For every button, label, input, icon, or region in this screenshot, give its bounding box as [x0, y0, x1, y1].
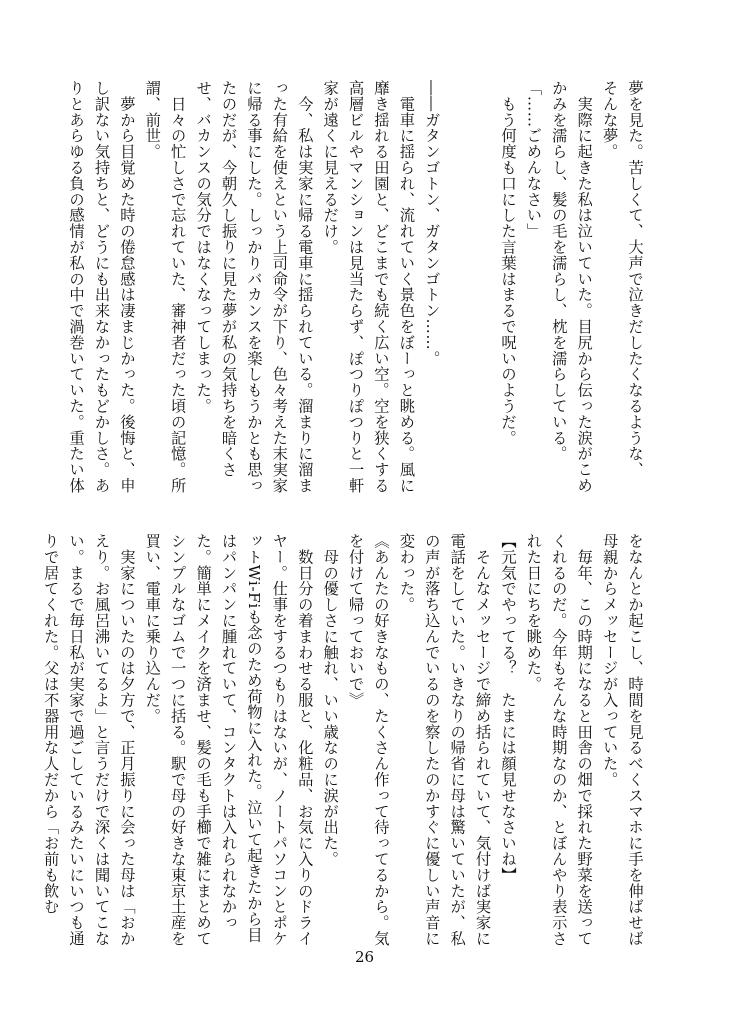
- text-line: い。まるで毎日私が実家で過ごしているみたいにいつも通: [67, 533, 86, 947]
- text-line: 日々の忙しさで忘れていた、審神者だった頃の記憶。所: [168, 80, 187, 494]
- text-line: りで居てくれた。父は不器用な人だから「お前も飲む: [41, 533, 60, 915]
- text-line: 高層ビルやマンションは見当たらず、ぽつりぽつりと一軒: [346, 80, 365, 494]
- text-line: 変わった。: [397, 533, 416, 613]
- text-line: 【元気でやってる？ たまには顔見せなさいね】: [498, 533, 517, 883]
- text-line: 家が遠くに見えるだけ。: [321, 80, 340, 255]
- text-line: シンプルなゴムで一つに括る。駅で母の好きな東京土産を: [168, 533, 187, 947]
- text-line: 母親からメッセージが入っていた。: [600, 533, 619, 788]
- text-line: 電話をしていた。いきなりの帰省に母は驚いていたが、私: [448, 533, 467, 947]
- text-line: りとあらゆる負の感情が私の中で渦巻いていた。重たい体: [67, 80, 86, 494]
- text-line: くれるのだ。今年もそんな時期なのか、とぼんやり表示さ: [549, 533, 568, 947]
- text-line: [444, 80, 469, 500]
- text-line: た。簡単にメイクを済ませ、髪の毛も手櫛で雑にまとめて: [194, 533, 213, 947]
- text-line: 電車に揺られ、流れていく景色をぼーっと眺める。風に: [397, 80, 416, 494]
- text-line: に帰る事にした。しっかりバカンスを楽しもうかとも思っ: [244, 80, 263, 494]
- text-line: 《あんたの好きなもの、たくさん作って待ってるから。気: [371, 533, 390, 947]
- text-line: れた日にちを眺めた。: [524, 533, 543, 692]
- text-line: 数日分の着まわせる服と、化粧品、お気に入りのドライ: [295, 533, 314, 947]
- text-line: の声が落ち込んでいるのを察したのかすぐに優しい声音に: [422, 533, 441, 947]
- text-line: ヤー。仕事をするつもりはないが、ノートパソコンとポケ: [270, 533, 289, 947]
- text-line: そんな夢。: [600, 80, 619, 160]
- text-line: もう何度も口にした言葉はまるで呪いのようだ。: [498, 80, 517, 446]
- text-line: 実家についたのは夕方で、正月振りに会った母は「おか: [117, 533, 136, 947]
- text-line: 買い、電車に乗り込んだ。: [143, 533, 162, 724]
- text-line: [469, 80, 494, 500]
- text-line: 「……ごめんなさい」: [524, 80, 543, 239]
- text-line: かみを濡らし、髪の毛を濡らし、枕を濡らしている。: [549, 80, 568, 462]
- text-line: をなんとか起こし、時間を見るべくスマホに手を伸ばせば: [626, 533, 644, 947]
- text-line: を付けて帰っておいで》: [346, 533, 365, 708]
- text-line: った有給を使えという上司命令が下り、色々考えた末実家: [270, 80, 289, 494]
- text-line: 夢を見た。苦しくて、大声で泣きだしたくなるような、: [626, 80, 644, 478]
- text-block-bottom: [37, 533, 647, 953]
- page-number: 26: [354, 948, 375, 966]
- text-line: 靡き揺れる田園と、どこまでも続く広い空。空を狭くする: [371, 80, 390, 494]
- text-line: 夢から目覚めた時の倦怠感は凄まじかった。後悔と、申: [117, 80, 136, 494]
- text-line: 今、私は実家に帰る電車に揺られている。溜まりに溜ま: [295, 80, 314, 494]
- text-line: ――ガタンゴトン、ガタンゴトン……。: [422, 80, 441, 367]
- text-line: 毎年、この時期になると田舎の畑で採れた野菜を送って: [575, 533, 594, 947]
- text-block-top: [63, 80, 647, 500]
- text-line: 謂、前世。: [143, 80, 162, 160]
- text-line: ットWi-Fiも念のため荷物に入れた。泣いて起きたから目: [244, 533, 263, 943]
- text-line: せ、バカンスの気分ではなくなってしまった。: [194, 80, 213, 414]
- text-line: 実際に起きた私は泣いていた。目尻から伝った涙がこめ: [575, 80, 594, 494]
- text-line: はパンパンに腫れていて、コンタクトは入れられなかっ: [219, 533, 238, 931]
- text-line: えり。お風呂沸いてるよ」と言うだけで深くは聞いてこな: [92, 533, 111, 947]
- text-line: 母の優しさに触れ、いい歳なのに涙が出た。: [321, 533, 340, 867]
- text-line: そんなメッセージで締め括られていて、気付けば実家に: [473, 533, 492, 947]
- text-line: し訳ない気持ちと、どうにも出来なかったもどかしさ。あ: [92, 80, 111, 494]
- text-line: たのだが、今朝久し振りに見た夢が私の気持ちを暗くさ: [219, 80, 238, 478]
